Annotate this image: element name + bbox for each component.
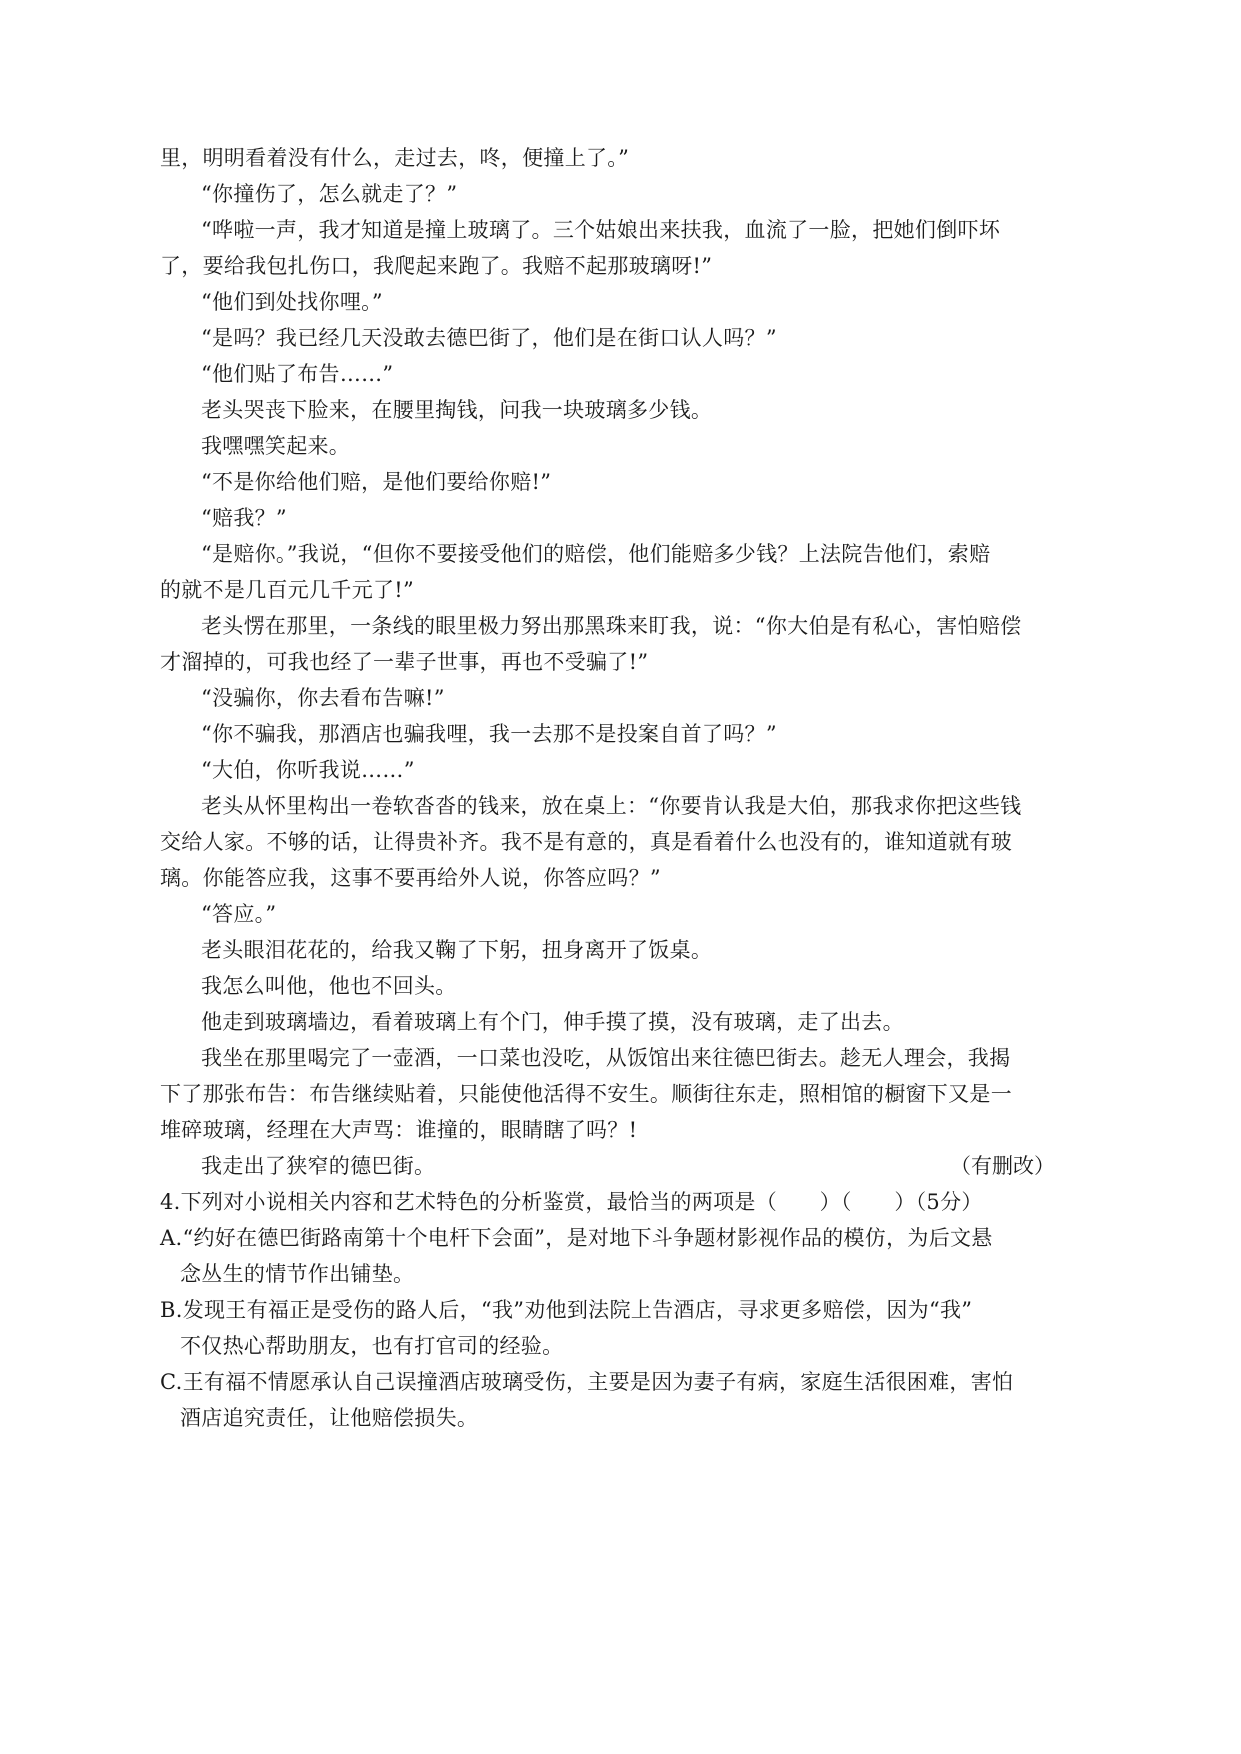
passage-line: 老头哭丧下脸来，在腰里掏钱，问我一块玻璃多少钱。 [201,398,713,422]
passage-line: “没骗你，你去看布告嘛!” [201,686,445,710]
option-c-line: 酒店追究责任，让他赔偿损失。 [180,1406,479,1430]
passage-line: 才溜掉的，可我也经了一辈子世事，再也不受骗了!” [160,650,649,674]
passage-line: 下了那张布告：布告继续贴着，只能使他活得不安生。顺街往东走，照相馆的橱窗下又是一 [160,1082,1012,1106]
passage-line: 交给人家。不够的话，让得贵补齐。我不是有意的，真是看着什么也没有的，谁知道就有玻 [160,830,1012,854]
passage-line: “不是你给他们赔，是他们要给你赔!” [201,470,552,494]
passage-line: 我坐在那里喝完了一壶酒，一口菜也没吃，从饭馆出来往德巴街去。趁无人理会，我揭 [201,1046,1011,1070]
passage-line: 老头从怀里构出一卷软沓沓的钱来，放在桌上：“你要肯认我是大伯，那我求你把这些钱 [201,794,1022,818]
passage-line: “他们贴了布告……” [201,362,394,386]
option-b-line: B.发现王有福正是受伤的路人后，“我”劝他到法院上告酒店，寻求更多赔偿，因为“我” [160,1298,973,1322]
option-a-line: 念丛生的情节作出铺垫。 [180,1262,415,1286]
passage-line: 里，明明看着没有什么，走过去，咚，便撞上了。” [160,146,630,170]
passage-line: “赔我？” [201,506,287,530]
passage-line: 我怎么叫他，他也不回头。 [201,974,457,998]
passage-line: 他走到玻璃墙边，看着玻璃上有个门，伸手摸了摸，没有玻璃，走了出去。 [201,1010,904,1034]
passage-line: “是吗？我已经几天没敢去德巴街了，他们是在街口认人吗？” [201,326,777,350]
passage-line: “大伯，你听我说……” [201,758,415,782]
passage-line: 了，要给我包扎伤口，我爬起来跑了。我赔不起那玻璃呀!” [160,254,713,278]
passage-line: 的就不是几百元几千元了!” [160,578,415,602]
passage-line: 老头眼泪花花的，给我又鞠了下躬，扭身离开了饭桌。 [201,938,713,962]
option-b-line: 不仅热心帮助朋友，也有打官司的经验。 [180,1334,564,1358]
passage-line: 老头愣在那里，一条线的眼里极力努出那黑珠来盯我，说：“你大伯是有私心，害怕赔偿 [201,614,1022,638]
passage-line: 我走出了狭窄的德巴街。 [201,1154,436,1178]
passage-line: “他们到处找你哩。” [201,290,383,314]
passage-line: “答应。” [201,902,277,926]
option-c-line: C.王有福不情愿承认自己误撞酒店玻璃受伤，主要是因为妻子有病，家庭生活很困难，害怕 [160,1370,1014,1394]
passage-line: “哗啦一声，我才知道是撞上玻璃了。三个姑娘出来扶我，血流了一脸，把她们倒吓坏 [201,218,1001,242]
passage-line: “你撞伤了，怎么就走了？” [201,182,458,206]
passage-line: 堆碎玻璃，经理在大声骂：谁撞的，眼睛瞎了吗？! [160,1118,638,1142]
option-a-line: A.“约好在德巴街路南第十个电杆下会面”，是对地下斗争题材影视作品的模仿，为后文悬 [160,1226,993,1250]
passage-line: “你不骗我，那酒店也骗我哩，我一去那不是投案自首了吗？” [201,722,777,746]
passage-line: 璃。你能答应我，这事不要再给外人说，你答应吗？” [160,866,661,890]
passage-line: “是赔你。”我说，“但你不要接受他们的赔偿，他们能赔多少钱？上法院告他们，索赔 [201,542,991,566]
passage-line: 我嘿嘿笑起来。 [201,434,351,458]
source-note: （有删改） [950,1154,1055,1178]
question-stem: 4.下列对小说相关内容和艺术特色的分析鉴赏，最恰当的两项是（ ）（ ）（5分） [160,1190,983,1214]
